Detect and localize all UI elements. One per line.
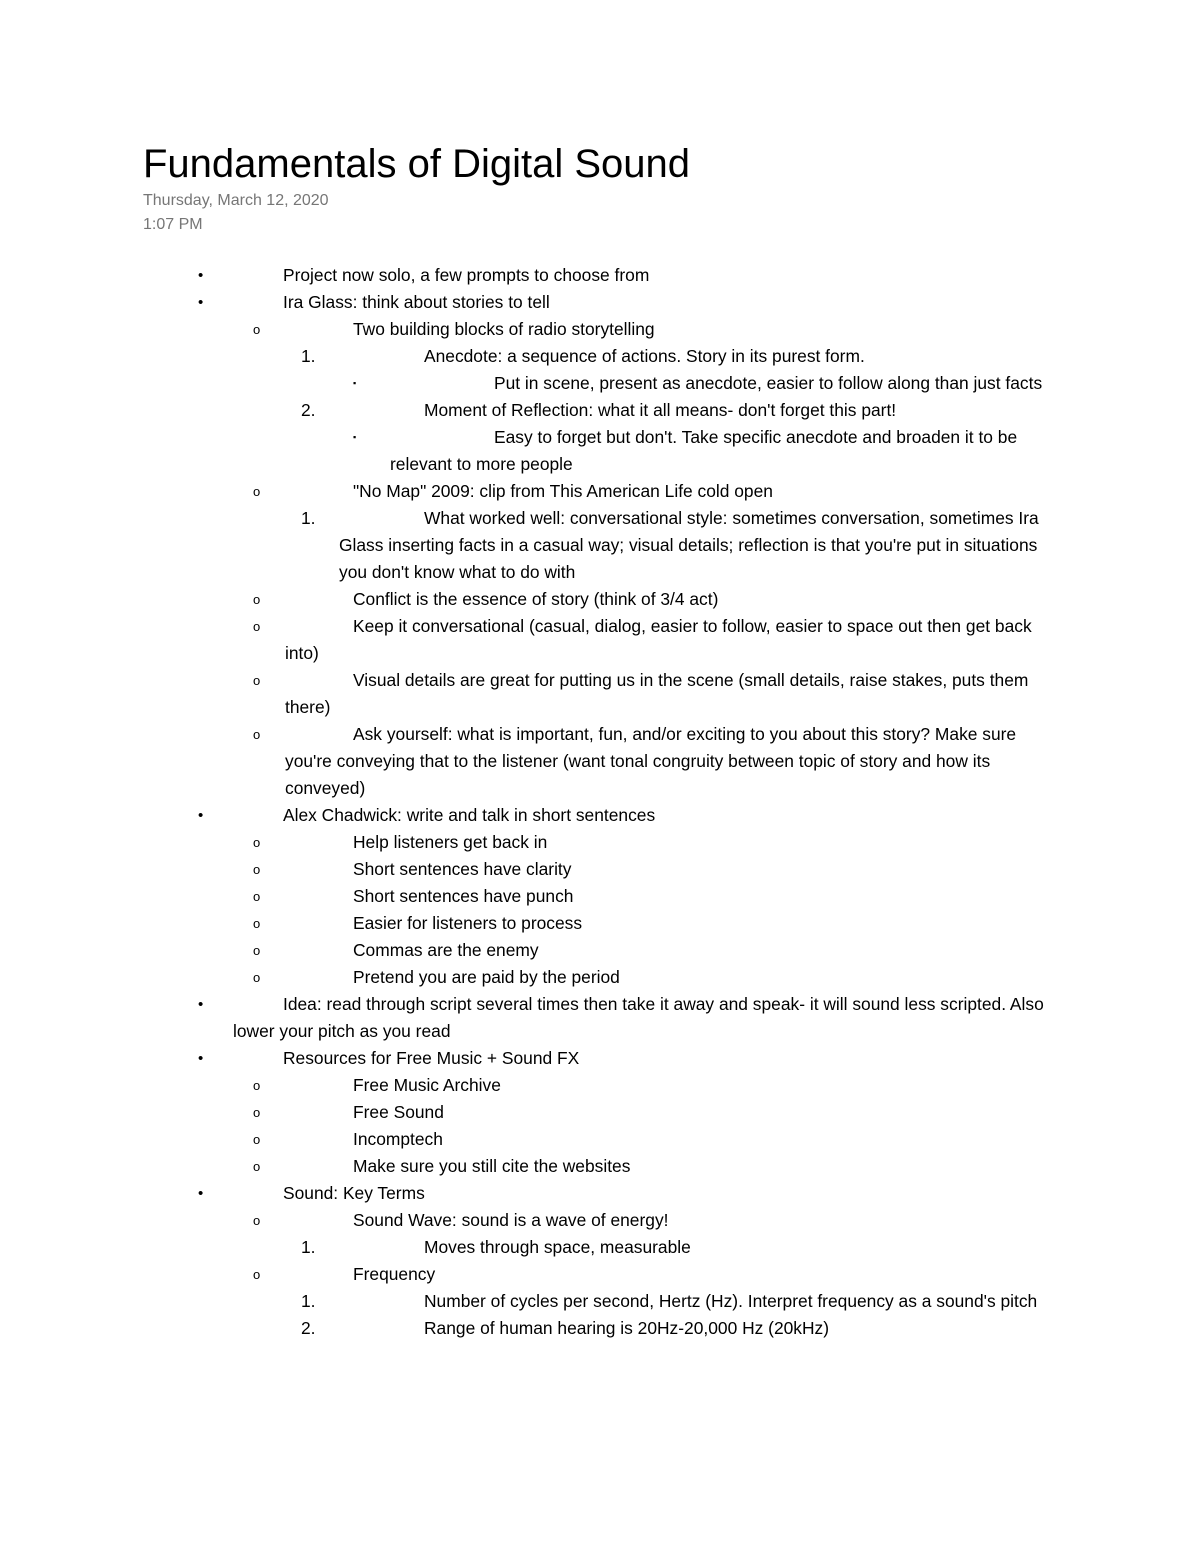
list-item-text: Conflict is the essence of story (think of 3/4 act) bbox=[353, 589, 719, 609]
bullet-marker: • bbox=[198, 1050, 204, 1067]
list-item bbox=[0, 1288, 1200, 1315]
list-item-text: Sound: Key Terms bbox=[283, 1183, 425, 1203]
list-item-text: Incomptech bbox=[353, 1129, 443, 1149]
list-item-text: Moment of Reflection: what it all means- don't forget this part! bbox=[424, 400, 897, 420]
list-item bbox=[0, 721, 1200, 802]
list-item bbox=[0, 478, 1200, 505]
list-item-text: Resources for Free Music + Sound FX bbox=[283, 1048, 580, 1068]
list-item-text: Ask yourself: what is important, fun, and/or exciting to you about this story? Make sure you're conveying that to the listener (want tonal congruity between topic of story and how its conveyed) bbox=[285, 724, 1017, 798]
list-item bbox=[0, 1126, 1200, 1153]
list-item-text: Put in scene, present as anecdote, easier to follow along than just facts bbox=[494, 373, 1043, 393]
list-item bbox=[0, 586, 1200, 613]
list-item-text: Short sentences have clarity bbox=[353, 859, 572, 879]
bullet-marker: o bbox=[253, 835, 261, 850]
list-item bbox=[0, 1045, 1200, 1072]
list-item bbox=[0, 1207, 1200, 1234]
number-marker: 1. bbox=[301, 1237, 316, 1257]
number-marker: 1. bbox=[301, 346, 316, 366]
list-item bbox=[0, 802, 1200, 829]
bullet-marker: o bbox=[253, 889, 261, 904]
list-item bbox=[0, 937, 1200, 964]
list-item-text: Help listeners get back in bbox=[353, 832, 548, 852]
list-item bbox=[0, 1099, 1200, 1126]
notes-outline bbox=[0, 262, 1200, 1342]
list-item bbox=[0, 829, 1200, 856]
list-item bbox=[0, 883, 1200, 910]
list-item-text: Visual details are great for putting us in the scene (small details, raise stakes, puts them there) bbox=[285, 670, 1029, 717]
page-title: Fundamentals of Digital Sound bbox=[143, 142, 690, 186]
list-item-text: Keep it conversational (casual, dialog, easier to follow, easier to space out then get back into) bbox=[285, 616, 1032, 663]
list-item-text: Commas are the enemy bbox=[353, 940, 539, 960]
bullet-marker: o bbox=[253, 862, 261, 877]
bullet-marker: o bbox=[253, 484, 261, 499]
bullet-marker: o bbox=[253, 673, 261, 688]
bullet-marker: o bbox=[253, 1078, 261, 1093]
bullet-marker: o bbox=[253, 916, 261, 931]
list-item bbox=[0, 1261, 1200, 1288]
list-item bbox=[0, 424, 1200, 478]
list-item-text: Alex Chadwick: write and talk in short sentences bbox=[283, 805, 656, 825]
page-time: 1:07 PM bbox=[143, 216, 203, 233]
list-item-text: What worked well: conversational style: sometimes conversation, sometimes Ira Glass inserting facts in a casual way; visual details; reflection is that you're put in situations you don't know what to do with bbox=[339, 508, 1039, 582]
list-item-text: Range of human hearing is 20Hz-20,000 Hz (20kHz) bbox=[424, 1318, 830, 1338]
list-item bbox=[0, 370, 1200, 397]
list-item bbox=[0, 505, 1200, 586]
list-item-text: Anecdote: a sequence of actions. Story in its purest form. bbox=[424, 346, 865, 366]
bullet-marker: • bbox=[198, 1185, 204, 1202]
bullet-marker: • bbox=[198, 267, 204, 284]
list-item-text: Idea: read through script several times then take it away and speak- it will sound less scripted. Also lower your pitch as you read bbox=[233, 994, 1044, 1041]
bullet-marker: • bbox=[198, 294, 204, 311]
bullet-marker: o bbox=[253, 1132, 261, 1147]
page-date: Thursday, March 12, 2020 bbox=[143, 192, 329, 209]
list-item bbox=[0, 613, 1200, 667]
list-item-text: Make sure you still cite the websites bbox=[353, 1156, 631, 1176]
list-item bbox=[0, 1072, 1200, 1099]
list-item-text: Pretend you are paid by the period bbox=[353, 967, 620, 987]
bullet-marker: ▪ bbox=[353, 432, 357, 442]
list-item bbox=[0, 1234, 1200, 1261]
list-item-text: Easier for listeners to process bbox=[353, 913, 583, 933]
bullet-marker: • bbox=[198, 996, 204, 1013]
list-item bbox=[0, 289, 1200, 316]
number-marker: 1. bbox=[301, 508, 316, 528]
number-marker: 1. bbox=[301, 1291, 316, 1311]
number-marker: 2. bbox=[301, 1318, 316, 1338]
bullet-marker: o bbox=[253, 592, 261, 607]
list-item bbox=[0, 316, 1200, 343]
list-item-text: Free Sound bbox=[353, 1102, 444, 1122]
bullet-marker: o bbox=[253, 943, 261, 958]
list-item bbox=[0, 910, 1200, 937]
list-item-text: "No Map" 2009: clip from This American Life cold open bbox=[353, 481, 773, 501]
bullet-marker: o bbox=[253, 727, 261, 742]
list-item bbox=[0, 397, 1200, 424]
list-item-text: Number of cycles per second, Hertz (Hz). Interpret frequency as a sound's pitch bbox=[424, 1291, 1038, 1311]
list-item-text: Free Music Archive bbox=[353, 1075, 501, 1095]
bullet-marker: o bbox=[253, 1105, 261, 1120]
bullet-marker: ▪ bbox=[353, 378, 357, 388]
bullet-marker: o bbox=[253, 322, 261, 337]
list-item-text: Project now solo, a few prompts to choose from bbox=[283, 265, 650, 285]
list-item bbox=[0, 1315, 1200, 1342]
bullet-marker: o bbox=[253, 1159, 261, 1174]
bullet-marker: o bbox=[253, 1267, 261, 1282]
list-item bbox=[0, 262, 1200, 289]
bullet-marker: • bbox=[198, 807, 204, 824]
list-item bbox=[0, 667, 1200, 721]
list-item bbox=[0, 991, 1200, 1045]
list-item-text: Ira Glass: think about stories to tell bbox=[283, 292, 550, 312]
list-item bbox=[0, 964, 1200, 991]
list-item-text: Moves through space, measurable bbox=[424, 1237, 691, 1257]
bullet-marker: o bbox=[253, 970, 261, 985]
list-item-text: Short sentences have punch bbox=[353, 886, 574, 906]
list-item-text: Easy to forget but don't. Take specific anecdote and broaden it to be relevant to more people bbox=[390, 427, 1018, 474]
list-item bbox=[0, 343, 1200, 370]
list-item-text: Sound Wave: sound is a wave of energy! bbox=[353, 1210, 669, 1230]
list-item bbox=[0, 856, 1200, 883]
list-item-text: Frequency bbox=[353, 1264, 436, 1284]
number-marker: 2. bbox=[301, 400, 316, 420]
bullet-marker: o bbox=[253, 619, 261, 634]
list-item bbox=[0, 1180, 1200, 1207]
bullet-marker: o bbox=[253, 1213, 261, 1228]
list-item-text: Two building blocks of radio storytelling bbox=[353, 319, 655, 339]
list-item bbox=[0, 1153, 1200, 1180]
